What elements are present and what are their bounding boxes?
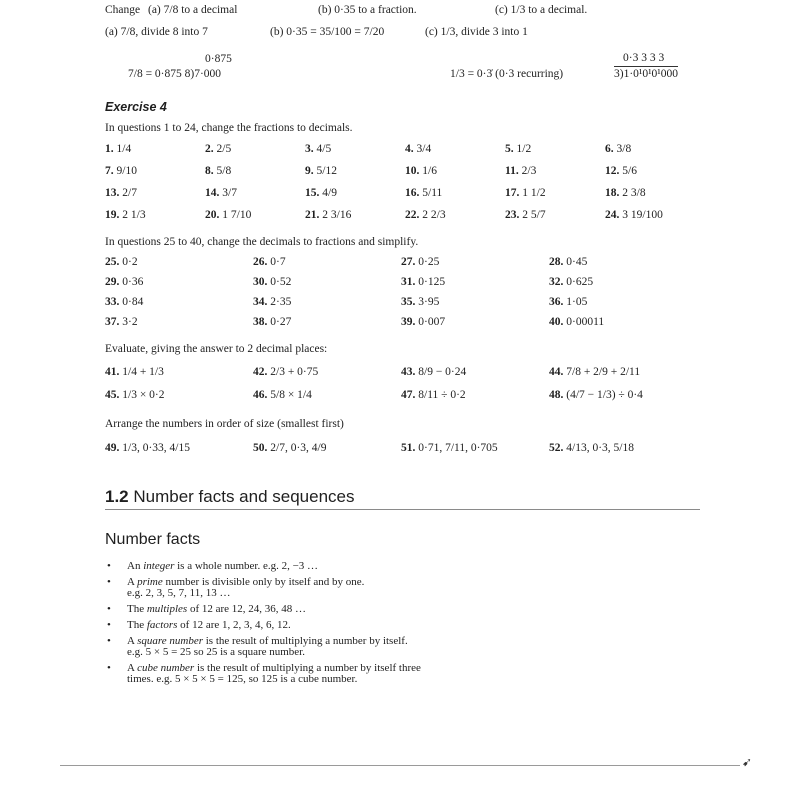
question [549,276,593,288]
fact-example: e.g. 5 × 5 = 25 so 25 is a square number. [127,646,305,658]
question-number: 33. [105,296,120,308]
fact-text: A [127,662,138,674]
fact-item [107,604,537,615]
question-number: 29. [105,276,120,288]
fact-item [107,620,537,631]
fact-example: times. e.g. 5 × 5 × 5 = 125, so 125 is a cube number. [127,673,358,685]
question [253,296,291,308]
question-number: 47. [401,389,416,401]
question [253,276,291,288]
question-expression: 0·71, 7/11, 0·705 [415,442,498,454]
question-number: 46. [253,389,268,401]
question-expression: 4/13, 0·3, 5/18 [563,442,634,454]
question-expression: 3·2 [119,316,138,328]
fraction-row [105,143,665,159]
fact-text: number is divisible only by itself and by one. [162,576,365,588]
question [305,187,337,199]
question-number: 41. [105,366,120,378]
question-expression: 1/3 × 0·2 [119,389,165,401]
question-expression: 0·2 [119,256,138,268]
question-number: 13. [105,187,120,199]
question-number: 30. [253,276,268,288]
question-number: 39. [401,316,416,328]
question-number: 52. [549,442,564,454]
question-number: 15. [305,187,320,199]
fraction-row [105,187,665,203]
question-expression: 2 3/8 [619,187,646,199]
question [401,366,466,378]
question-expression: 3/8 [613,143,632,155]
example-answer-a: (a) 7/8, divide 8 into 7 [105,26,208,38]
bullet-icon: • [107,619,111,631]
question-expression: 8/11 ÷ 0·2 [415,389,466,401]
decimal-row [105,296,665,312]
fact-term: prime [137,576,163,588]
question-number: 11. [505,165,519,177]
question [105,256,138,268]
question-expression: 2/7, 0·3, 4/9 [267,442,327,454]
question-expression: 5/11 [419,187,443,199]
fraction-row [105,165,665,181]
question [105,276,143,288]
decimal-row [105,256,665,272]
bullet-icon: • [107,662,111,674]
order-row [105,442,665,458]
working-a-quotient: 0·875 [205,53,232,65]
question-number: 48. [549,389,564,401]
section-heading [105,487,355,507]
question-number: 45. [105,389,120,401]
question-number: 18. [605,187,620,199]
question-expression: 0·007 [415,316,446,328]
question [305,165,337,177]
question-number: 32. [549,276,564,288]
question [105,165,137,177]
question [305,209,351,221]
question [305,143,331,155]
question-number: 7. [105,165,114,177]
decimal-row [105,276,665,292]
question [401,389,466,401]
question-expression: 2 1/3 [119,209,146,221]
working-a-division: 7/8 = 0·875 8)7·000 [128,68,222,80]
question-expression: 1/3, 0·33, 4/15 [119,442,190,454]
question-expression: 1/4 + 1/3 [119,366,164,378]
bullet-icon: • [107,560,111,572]
section-number: 1.2 [105,487,129,506]
question [105,143,131,155]
fact-term: factors [146,619,178,631]
question-number: 2. [205,143,214,155]
question-expression: 1/4 [113,143,132,155]
question [549,256,587,268]
question-number: 37. [105,316,120,328]
instruction-evaluate: Evaluate, giving the answer to 2 decimal places: [105,343,328,355]
instruction-fractions: In questions 1 to 24, change the fractions to decimals. [105,122,353,134]
bullet-icon: • [107,576,111,588]
fact-text: A [127,635,138,647]
question-number: 23. [505,209,520,221]
question-number: 49. [105,442,120,454]
question-number: 43. [401,366,416,378]
fraction-row [105,209,665,225]
fact-text: of 12 are 12, 24, 36, 48 … [187,603,307,615]
question [549,389,643,401]
question-number: 50. [253,442,268,454]
question-number: 24. [605,209,620,221]
question-number: 31. [401,276,416,288]
question-expression: 1·05 [563,296,588,308]
question [205,165,231,177]
question-expression: 2/7 [119,187,137,199]
question [405,187,442,199]
fact-item [107,636,537,658]
question-number: 28. [549,256,564,268]
question-number: 10. [405,165,420,177]
question [401,256,439,268]
question [253,256,286,268]
question [253,442,326,454]
working-c-equation: 1/3 = 0·3̇ (0·3 recurring) [450,68,564,80]
evaluate-row [105,366,665,382]
fact-item [107,561,537,572]
question-number: 40. [549,316,564,328]
question-number: 34. [253,296,268,308]
question-expression: 0·45 [563,256,588,268]
fact-text: A [127,576,138,588]
question [105,209,146,221]
question [401,442,498,454]
question-number: 6. [605,143,614,155]
example-question-b: (b) 0·35 to a fraction. [318,4,417,16]
section-rule [105,509,700,510]
example-question-c: (c) 1/3 to a decimal. [495,4,588,16]
question-number: 16. [405,187,420,199]
question [605,143,631,155]
question-expression: 0·7 [267,256,286,268]
question [549,366,640,378]
question-expression: 4/9 [319,187,337,199]
fact-term: multiples [146,603,188,615]
fact-example: e.g. 2, 3, 5, 7, 11, 13 … [127,587,231,599]
question-expression: 0·125 [415,276,446,288]
question-number: 1. [105,143,114,155]
question-expression: 7/8 + 2/9 + 2/11 [563,366,641,378]
page-bottom-rule [60,765,740,766]
fact-text: is the result of multiplying a number by itself three [194,662,421,674]
question-number: 4. [405,143,414,155]
question-number: 26. [253,256,268,268]
question-expression: 3/4 [413,143,432,155]
question-number: 21. [305,209,320,221]
question-number: 3. [305,143,314,155]
question [505,165,536,177]
exercise-title: Exercise 4 [105,100,167,114]
question-expression: (4/7 − 1/3) ÷ 0·4 [563,389,643,401]
subheading-number-facts: Number facts [105,531,201,548]
question-number: 42. [253,366,268,378]
working-c-division: 3)1·0¹0¹0¹000 [614,68,679,80]
question-number: 20. [205,209,220,221]
evaluate-row [105,389,665,405]
question-expression: 3 19/100 [619,209,663,221]
question [549,316,604,328]
question-expression: 5/8 × 1/4 [267,389,312,401]
question-expression: 2/3 [518,165,537,177]
question [401,296,439,308]
question-number: 8. [205,165,214,177]
question [105,316,138,328]
question-expression: 2·35 [267,296,292,308]
fact-term: integer [143,560,175,572]
instruction-decimals: In questions 25 to 40, change the decimals to fractions and simplify. [105,236,419,248]
question-number: 22. [405,209,420,221]
fact-text: is the result of multiplying a number by itself. [203,635,408,647]
fact-text: The [127,619,147,631]
question-expression: 5/12 [313,165,337,177]
facts-list [107,561,537,690]
question-expression: 0·00011 [563,316,605,328]
question [405,165,437,177]
question [205,209,251,221]
example-question-a: (a) 7/8 to a decimal [148,4,238,16]
question-expression: 0·27 [267,316,292,328]
question-number: 51. [401,442,416,454]
question-number: 12. [605,165,620,177]
question [505,143,531,155]
decimal-row [105,316,665,332]
question [605,165,637,177]
question [505,187,546,199]
question-number: 27. [401,256,416,268]
page-corner-mark: ➹ [742,755,753,769]
question-expression: 0·36 [119,276,144,288]
question-expression: 5/6 [619,165,637,177]
question-expression: 0·25 [415,256,440,268]
question-expression: 2/5 [213,143,232,155]
question-expression: 2 3/16 [319,209,352,221]
question-number: 35. [401,296,416,308]
instruction-order: Arrange the numbers in order of size (smallest first) [105,418,344,430]
question [105,366,164,378]
question [605,209,663,221]
question [105,296,143,308]
question-number: 44. [549,366,564,378]
question-expression: 1/2 [513,143,532,155]
question [401,276,445,288]
question [205,187,237,199]
question-expression: 2 5/7 [519,209,546,221]
question-expression: 2/3 + 0·75 [267,366,319,378]
fact-term: square number [137,635,203,647]
question-expression: 0·625 [563,276,594,288]
question [105,442,190,454]
question-number: 17. [505,187,520,199]
question [549,442,634,454]
question-expression: 4/5 [313,143,332,155]
question [253,366,318,378]
question-expression: 1 1/2 [519,187,546,199]
bullet-icon: • [107,603,111,615]
question-expression: 0·84 [119,296,144,308]
question-number: 9. [305,165,314,177]
question-number: 36. [549,296,564,308]
question-expression: 3/7 [219,187,237,199]
question [105,187,137,199]
question [605,187,646,199]
question-expression: 8/9 − 0·24 [415,366,467,378]
fact-text: of 12 are 1, 2, 3, 4, 6, 12. [177,619,291,631]
question [401,316,445,328]
bullet-icon: • [107,635,111,647]
question [205,143,231,155]
example-question-label: Change [105,4,141,16]
question-expression: 1/6 [419,165,437,177]
question-expression: 1 7/10 [219,209,252,221]
fact-item [107,577,537,599]
fact-item [107,663,537,685]
question-expression: 0·52 [267,276,292,288]
question [105,389,165,401]
question [549,296,587,308]
question [405,143,431,155]
question [253,389,312,401]
question [253,316,291,328]
question [405,209,446,221]
question-number: 19. [105,209,120,221]
question-number: 14. [205,187,220,199]
section-title: Number facts and sequences [133,487,355,506]
question-number: 38. [253,316,268,328]
question-expression: 3·95 [415,296,440,308]
question [505,209,546,221]
fact-text: The [127,603,147,615]
example-answer-b: (b) 0·35 = 35/100 = 7/20 [270,26,385,38]
question-number: 5. [505,143,514,155]
question-expression: 2 2/3 [419,209,446,221]
question-expression: 9/10 [113,165,137,177]
question-number: 25. [105,256,120,268]
question-expression: 5/8 [213,165,232,177]
working-c-quotient: 0·3 3 3 3 [623,52,665,64]
fact-text: An [127,560,144,572]
fact-text: is a whole number. e.g. 2, −3 … [174,560,319,572]
fact-term: cube number [137,662,195,674]
example-answer-c: (c) 1/3, divide 3 into 1 [425,26,528,38]
